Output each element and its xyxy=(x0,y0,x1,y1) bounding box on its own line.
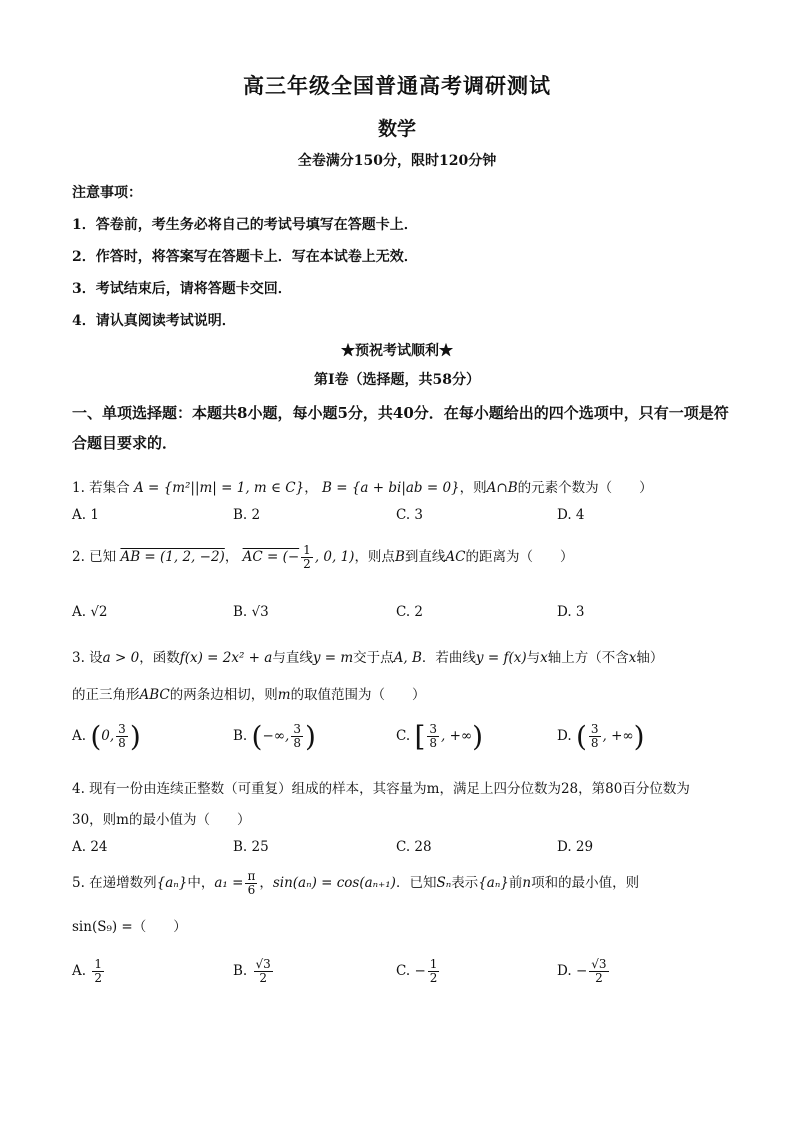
option-fraction xyxy=(254,958,273,985)
q3-text: 3. 设 xyxy=(72,650,103,666)
q1-sep: ， xyxy=(304,480,318,496)
option-fraction xyxy=(116,723,128,750)
option-label: B. xyxy=(233,728,248,744)
option-label: C. xyxy=(396,963,411,980)
q3-option-d xyxy=(557,720,645,753)
q2-tail: ，则点 xyxy=(354,549,395,566)
frac-num: 3 xyxy=(429,721,438,736)
q5-option-b xyxy=(233,958,275,985)
q5-math: n xyxy=(522,875,532,892)
q5-text: 前 xyxy=(508,875,523,892)
q3-math: f(x) = 2x² + a xyxy=(179,650,273,666)
q1-tail: ，则 xyxy=(459,480,487,496)
q3-option-a xyxy=(72,720,141,753)
q2-vector-ac-right: , 0, 1) xyxy=(314,549,355,566)
frac-den: 8 xyxy=(293,736,301,750)
q5-math: sin(aₙ) = cos(aₙ₊₁) xyxy=(272,875,396,892)
frac-den: 8 xyxy=(118,736,126,750)
frac-num: π xyxy=(247,869,256,883)
option-fraction xyxy=(427,723,439,750)
q1-set-a: A = {m²||m| = 1, m ∈ C} xyxy=(133,480,305,496)
q5-fraction xyxy=(245,870,257,897)
q3-math: m xyxy=(277,687,291,703)
notes-title: 注意事项： xyxy=(72,185,142,201)
frac-num: √3 xyxy=(255,957,271,971)
q3-text: 与 xyxy=(526,650,541,666)
q5-math: {aₙ} xyxy=(156,875,188,892)
q3-math: a > 0 xyxy=(102,650,140,666)
option-fraction xyxy=(428,958,440,985)
frac-den: 2 xyxy=(259,971,267,986)
bracket-right: ) xyxy=(129,720,141,753)
option-sign: − xyxy=(414,963,426,980)
question-4-line-1: 4. 现有一份由连续正整数（可重复）组成的样本，其容量为m，满足上四分位数为28，第80百分位数为 xyxy=(72,781,690,797)
frac-num: 1 xyxy=(94,957,102,971)
q5-option-a xyxy=(72,958,106,985)
note-item: 1．答卷前，考生务必将自己的考试号填写在答题卡上． xyxy=(72,217,418,233)
section-instructions: 一、单项选择题：本题共8小题，每小题5分，共40分．在每小题给出的四个选项中，只有一项是符合题目要求的． xyxy=(72,404,729,452)
bracket-left: ( xyxy=(575,720,587,753)
exam-info: 全卷满分150分，限时120分钟 xyxy=(297,153,497,169)
q1-tail2: 的元素个数为（ ） xyxy=(517,480,653,496)
exam-title: 高三年级全国普通高考调研测试 xyxy=(243,73,551,98)
q3-text: 的正三角形 xyxy=(72,687,140,703)
q3-math: ABC xyxy=(139,687,170,703)
part-title: 第Ⅰ卷（选择题，共58分） xyxy=(313,372,481,388)
q5-text: 中， xyxy=(187,875,215,892)
bracket-right: ) xyxy=(304,720,316,753)
q2-vector-ab: AB = (1, 2, −2) xyxy=(120,549,225,566)
q3-math: x xyxy=(540,650,548,666)
q2-tail3: 的距离为（ ） xyxy=(465,549,574,566)
option-label: D. xyxy=(557,963,572,980)
q3-math: x xyxy=(628,650,637,666)
frac-num: 3 xyxy=(293,721,301,736)
frac-num: √3 xyxy=(591,957,607,971)
q5-option-d xyxy=(557,958,611,985)
option-fraction xyxy=(589,958,608,985)
frac-den: 8 xyxy=(429,736,438,750)
option-post: , +∞ xyxy=(441,728,473,744)
exam-subject: 数学 xyxy=(377,118,416,140)
question-1 xyxy=(72,476,653,496)
q5-text: ， xyxy=(259,875,273,892)
q2-option-c: C. 2 xyxy=(396,604,424,620)
frac-den: 2 xyxy=(94,971,102,986)
option-fraction xyxy=(291,723,303,750)
q3-text: ，函数 xyxy=(139,650,180,666)
q2-line-ac: AC xyxy=(445,549,466,566)
q4-option-d: D. 29 xyxy=(557,839,594,855)
q2-lead: 2. 已知 xyxy=(72,549,117,566)
option-label: A. xyxy=(72,963,87,980)
option-post: , +∞ xyxy=(602,728,634,744)
q2-option-a: A. √2 xyxy=(72,604,108,620)
bracket-left: ( xyxy=(90,720,102,753)
note-item: 2．作答时，将答案写在答题卡上．写在本试卷上无效． xyxy=(72,249,418,265)
q5-math: a₁ = xyxy=(214,875,244,892)
q5-text: 表示 xyxy=(451,875,479,892)
option-label: C. xyxy=(396,728,411,744)
q3-math: A, B xyxy=(393,650,422,666)
frac-den: 2 xyxy=(595,971,603,986)
q5-math: Sₙ xyxy=(436,875,452,892)
q3-option-c xyxy=(396,720,483,753)
question-2 xyxy=(72,544,573,571)
q2-frac-num: 1 xyxy=(303,543,311,557)
q2-option-b: B. √3 xyxy=(233,604,269,620)
q1-lead: 1. 若集合 xyxy=(72,480,130,496)
bracket-left: ( xyxy=(251,720,263,753)
q3-math: y = f(x) xyxy=(475,650,527,666)
question-4-line-2: 30，则m的最小值为（ ） xyxy=(72,812,251,828)
q2-point-b: B xyxy=(394,549,405,566)
q1-option-d: D. 4 xyxy=(557,507,585,523)
option-label: A. xyxy=(72,728,87,744)
q3-text: 轴上方（不含 xyxy=(547,650,629,666)
frac-num: 3 xyxy=(590,721,599,736)
q5-text: 5. 在递增数列 xyxy=(72,875,157,892)
q3-math: y = m xyxy=(312,650,354,666)
option-pre: 0, xyxy=(101,728,115,744)
note-item: 3．考试结束后，请将答题卡交回． xyxy=(72,281,292,297)
note-item: 4．请认真阅读考试说明． xyxy=(72,313,236,329)
option-label: B. xyxy=(233,963,248,980)
option-label: D. xyxy=(557,728,572,744)
q3-text: 的两条边相切，则 xyxy=(169,687,278,703)
q1-set-b: B = {a + bi|ab = 0} xyxy=(322,480,460,496)
q5-math: {aₙ} xyxy=(478,875,509,892)
q1-option-c: C. 3 xyxy=(396,507,424,523)
q5-text: ．已知 xyxy=(395,875,437,892)
q2-tail2: 到直线 xyxy=(404,549,446,566)
q3-text: 的取值范围为（ ） xyxy=(290,687,426,703)
frac-den: 6 xyxy=(247,883,256,898)
q2-fraction xyxy=(301,544,313,571)
frac-num: 3 xyxy=(118,721,126,736)
q3-text: ．若曲线 xyxy=(421,650,476,666)
q5-option-c xyxy=(396,958,441,985)
question-5-line-2: sin(S₉) =（ ） xyxy=(72,919,187,935)
question-5-line-1 xyxy=(72,870,639,897)
q3-text: 与直线 xyxy=(272,650,313,666)
q3-option-b xyxy=(233,720,316,753)
q4-option-c: C. 28 xyxy=(396,839,432,855)
q3-text: 轴） xyxy=(636,650,664,666)
wish-line: ★预祝考试顺利★ xyxy=(341,343,453,359)
q4-option-b: B. 25 xyxy=(233,839,269,855)
q5-text: 项和的最小值，则 xyxy=(531,875,640,892)
option-fraction xyxy=(92,958,104,985)
q1-intersection: A∩B xyxy=(486,480,518,496)
option-fraction xyxy=(589,723,601,750)
option-pre: −∞, xyxy=(262,728,290,744)
bracket-right: ) xyxy=(633,720,645,753)
question-3-line-1 xyxy=(72,646,663,666)
bracket-right: ) xyxy=(472,720,484,753)
frac-den: 8 xyxy=(590,736,599,750)
q1-option-a: A. 1 xyxy=(72,507,99,523)
frac-den: 2 xyxy=(429,971,438,986)
q3-text: 交于点 xyxy=(353,650,394,666)
option-sign: − xyxy=(575,963,588,980)
frac-num: 1 xyxy=(429,957,438,971)
q2-option-d: D. 3 xyxy=(557,604,585,620)
q2-sep: ， xyxy=(224,549,239,566)
q4-option-a: A. 24 xyxy=(72,839,108,855)
bracket-left: [ xyxy=(414,720,426,753)
q2-frac-den: 2 xyxy=(303,557,311,572)
q1-option-b: B. 2 xyxy=(233,507,261,523)
question-3-line-2 xyxy=(72,683,426,703)
q2-vector-ac-left: AC = (− xyxy=(242,549,300,566)
